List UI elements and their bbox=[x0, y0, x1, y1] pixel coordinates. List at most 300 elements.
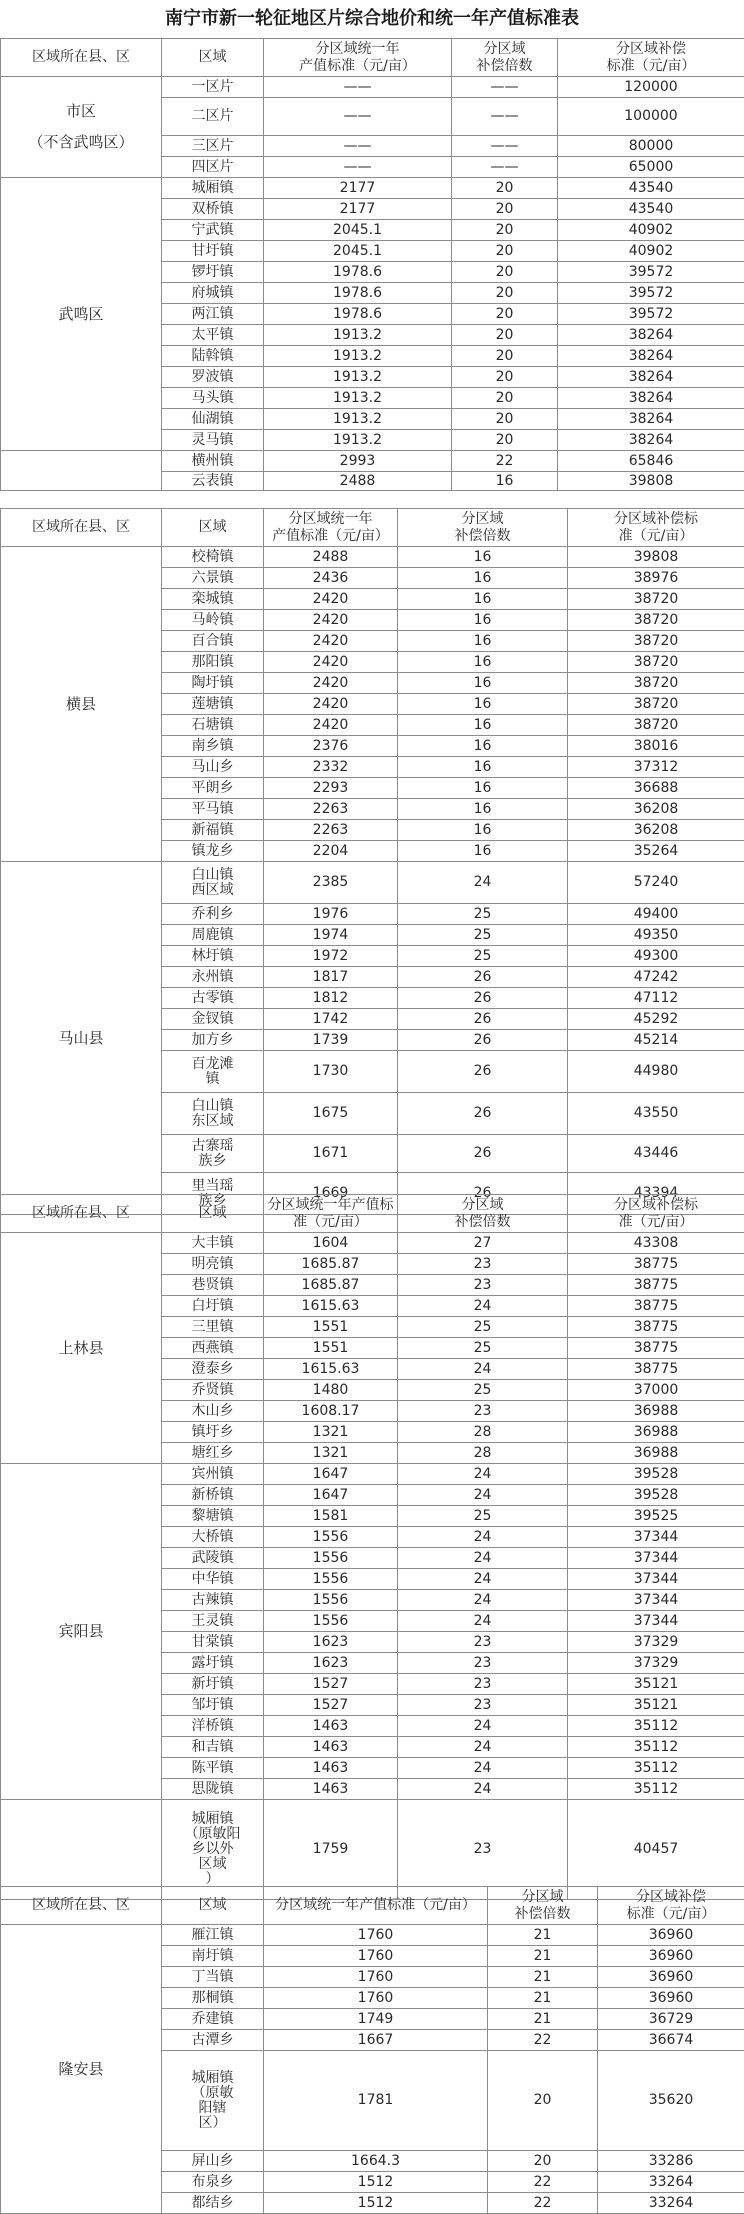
cell-region: 一区片 bbox=[162, 77, 264, 98]
cell-compensation: 45292 bbox=[568, 1009, 744, 1030]
cell-region: 乔建镇 bbox=[162, 2009, 264, 2030]
cell-multiplier: 26 bbox=[398, 1093, 568, 1135]
cell-compensation: 38264 bbox=[558, 325, 744, 346]
cell-annual-output: 2177 bbox=[264, 199, 452, 220]
cell-compensation: 38264 bbox=[558, 346, 744, 367]
cell-compensation: 37344 bbox=[568, 1527, 744, 1548]
table-row bbox=[1, 862, 744, 904]
table-row bbox=[1, 77, 744, 98]
header-compensation: 分区域补偿 标准（元/亩） bbox=[598, 1887, 744, 1925]
cell-region: 宾州镇 bbox=[162, 1464, 264, 1485]
cell-compensation: 36729 bbox=[598, 2009, 744, 2030]
cell-annual-output: 1974 bbox=[264, 925, 398, 946]
cell-annual-output: 2420 bbox=[264, 631, 398, 652]
cell-region: 木山乡 bbox=[162, 1401, 264, 1422]
cell-annual-output: —— bbox=[264, 77, 452, 98]
header-region: 区域 bbox=[162, 509, 264, 547]
cell-annual-output: 1759 bbox=[264, 1800, 398, 1900]
cell-compensation: 38720 bbox=[568, 631, 744, 652]
cell-multiplier: 23 bbox=[398, 1695, 568, 1716]
cell-multiplier: 23 bbox=[398, 1254, 568, 1275]
cell-multiplier: —— bbox=[452, 98, 558, 136]
cell-region: 澄泰乡 bbox=[162, 1359, 264, 1380]
cell-compensation: 120000 bbox=[558, 77, 744, 98]
table-row bbox=[1, 1800, 744, 1900]
cell-multiplier: 20 bbox=[452, 367, 558, 388]
cell-region: 栾城镇 bbox=[162, 589, 264, 610]
cell-compensation: 37344 bbox=[568, 1590, 744, 1611]
table-row bbox=[1, 1233, 744, 1254]
cell-multiplier: 25 bbox=[398, 1317, 568, 1338]
cell-annual-output: 1817 bbox=[264, 967, 398, 988]
table-header-row bbox=[1, 1195, 744, 1233]
cell-multiplier: 20 bbox=[452, 430, 558, 451]
cell-compensation: 35112 bbox=[568, 1758, 744, 1779]
cell-region: 和吉镇 bbox=[162, 1737, 264, 1758]
cell-region: 邹圩镇 bbox=[162, 1695, 264, 1716]
cell-multiplier: 25 bbox=[398, 1338, 568, 1359]
header-annual-output: 分区域统一年产值标准（元/亩） bbox=[264, 1887, 488, 1925]
cell-region: 金钗镇 bbox=[162, 1009, 264, 1030]
cell-annual-output: 1647 bbox=[264, 1464, 398, 1485]
cell-annual-output: —— bbox=[264, 98, 452, 136]
cell-multiplier: 22 bbox=[488, 2193, 598, 2214]
cell-compensation: 38264 bbox=[558, 430, 744, 451]
cell-compensation: 80000 bbox=[558, 136, 744, 157]
cell-multiplier: 20 bbox=[452, 199, 558, 220]
cell-multiplier: 20 bbox=[452, 304, 558, 325]
cell-annual-output: 1913.2 bbox=[264, 388, 452, 409]
cell-multiplier: —— bbox=[452, 136, 558, 157]
cell-multiplier: 16 bbox=[398, 610, 568, 631]
cell-annual-output: 2420 bbox=[264, 610, 398, 631]
cell-annual-output: 1749 bbox=[264, 2009, 488, 2030]
cell-region: 黎塘镇 bbox=[162, 1506, 264, 1527]
cell-annual-output: 1480 bbox=[264, 1380, 398, 1401]
cell-multiplier: 20 bbox=[488, 2151, 598, 2172]
cell-region: 白山镇 东区域 bbox=[162, 1093, 264, 1135]
cell-annual-output: 1685.87 bbox=[264, 1254, 398, 1275]
cell-compensation: 35112 bbox=[568, 1716, 744, 1737]
cell-region: 塘红乡 bbox=[162, 1443, 264, 1464]
cell-annual-output: 1512 bbox=[264, 2193, 488, 2214]
cell-region: 平马镇 bbox=[162, 799, 264, 820]
cell-region: 城厢镇 （原敏 阳辖 区） bbox=[162, 2051, 264, 2151]
cell-region: 西燕镇 bbox=[162, 1338, 264, 1359]
cell-region: 加方乡 bbox=[162, 1030, 264, 1051]
cell-region: 二区片 bbox=[162, 98, 264, 136]
cell-annual-output: 2488 bbox=[264, 472, 452, 491]
cell-annual-output: 1615.63 bbox=[264, 1296, 398, 1317]
cell-region: 四区片 bbox=[162, 157, 264, 178]
cell-annual-output: 1978.6 bbox=[264, 262, 452, 283]
cell-multiplier: 16 bbox=[398, 841, 568, 862]
cell-compensation: 40902 bbox=[558, 220, 744, 241]
cell-compensation: 39808 bbox=[558, 472, 744, 491]
cell-annual-output: 1742 bbox=[264, 1009, 398, 1030]
cell-compensation: 38264 bbox=[558, 388, 744, 409]
group-武鸣区: 武鸣区 bbox=[1, 178, 162, 451]
table-row bbox=[1, 451, 744, 472]
cell-region: 府城镇 bbox=[162, 283, 264, 304]
cell-multiplier: 16 bbox=[398, 757, 568, 778]
cell-annual-output: 1781 bbox=[264, 2051, 488, 2151]
cell-annual-output: 1551 bbox=[264, 1338, 398, 1359]
cell-annual-output: 1972 bbox=[264, 946, 398, 967]
cell-annual-output: 1913.2 bbox=[264, 367, 452, 388]
cell-compensation: 37000 bbox=[568, 1380, 744, 1401]
header-region-county: 区域所在县、区 bbox=[1, 1887, 162, 1925]
standard-table-2 bbox=[0, 508, 744, 1215]
cell-multiplier: 24 bbox=[398, 1716, 568, 1737]
cell-compensation: 43394 bbox=[568, 1173, 744, 1215]
header-multiplier: 分区域 补偿倍数 bbox=[398, 1195, 568, 1233]
cell-compensation: 38720 bbox=[568, 652, 744, 673]
cell-compensation: 38775 bbox=[568, 1275, 744, 1296]
cell-region: 里当瑶 族乡 bbox=[162, 1173, 264, 1215]
cell-multiplier: 22 bbox=[488, 2030, 598, 2051]
header-annual-output: 分区域统一年 产值标准（元/亩） bbox=[264, 39, 452, 77]
cell-multiplier: 25 bbox=[398, 925, 568, 946]
cell-annual-output: 1913.2 bbox=[264, 430, 452, 451]
cell-multiplier: 26 bbox=[398, 967, 568, 988]
cell-multiplier: 20 bbox=[452, 325, 558, 346]
cell-compensation: 36960 bbox=[598, 1946, 744, 1967]
cell-annual-output: 1608.17 bbox=[264, 1401, 398, 1422]
cell-region: 雁江镇 bbox=[162, 1925, 264, 1946]
cell-region: 王灵镇 bbox=[162, 1611, 264, 1632]
standard-table-4 bbox=[0, 1886, 744, 2214]
cell-multiplier: 23 bbox=[398, 1275, 568, 1296]
table-row bbox=[1, 547, 744, 568]
group-cell bbox=[1, 1800, 162, 1900]
cell-compensation: 47112 bbox=[568, 988, 744, 1009]
cell-multiplier: 26 bbox=[398, 1051, 568, 1093]
cell-region: 南乡镇 bbox=[162, 736, 264, 757]
cell-region: 巷贤镇 bbox=[162, 1275, 264, 1296]
cell-region: 陶圩镇 bbox=[162, 673, 264, 694]
cell-compensation: 49400 bbox=[568, 904, 744, 925]
group-name-note: （不含武鸣区） bbox=[3, 135, 159, 150]
cell-compensation: 38775 bbox=[568, 1317, 744, 1338]
cell-region: 锣圩镇 bbox=[162, 262, 264, 283]
cell-region: 马头镇 bbox=[162, 388, 264, 409]
cell-annual-output: 1760 bbox=[264, 1967, 488, 1988]
cell-compensation: 44980 bbox=[568, 1051, 744, 1093]
cell-annual-output: 1463 bbox=[264, 1737, 398, 1758]
cell-annual-output: 1623 bbox=[264, 1653, 398, 1674]
cell-annual-output: 1976 bbox=[264, 904, 398, 925]
header-multiplier: 分区域 补偿倍数 bbox=[488, 1887, 598, 1925]
cell-region: 武陵镇 bbox=[162, 1548, 264, 1569]
cell-region: 丁当镇 bbox=[162, 1967, 264, 1988]
cell-compensation: 38976 bbox=[568, 568, 744, 589]
cell-region: 大桥镇 bbox=[162, 1527, 264, 1548]
cell-compensation: 40457 bbox=[568, 1800, 744, 1900]
header-compensation: 分区域补偿标 准（元/亩） bbox=[568, 509, 744, 547]
cell-compensation: 38264 bbox=[558, 367, 744, 388]
cell-multiplier: 24 bbox=[398, 1485, 568, 1506]
cell-region: 布泉乡 bbox=[162, 2172, 264, 2193]
cell-compensation: 35112 bbox=[568, 1737, 744, 1758]
cell-annual-output: 2420 bbox=[264, 652, 398, 673]
cell-multiplier: —— bbox=[452, 77, 558, 98]
cell-annual-output: 1671 bbox=[264, 1135, 398, 1173]
cell-annual-output: 1463 bbox=[264, 1716, 398, 1737]
cell-multiplier: 26 bbox=[398, 1009, 568, 1030]
table-row bbox=[1, 178, 744, 199]
cell-annual-output: 1669 bbox=[264, 1173, 398, 1215]
cell-multiplier: 26 bbox=[398, 1135, 568, 1173]
group-cell bbox=[1, 451, 162, 491]
cell-compensation: 47242 bbox=[568, 967, 744, 988]
cell-compensation: 33286 bbox=[598, 2151, 744, 2172]
cell-annual-output: 1760 bbox=[264, 1988, 488, 2009]
cell-compensation: 39528 bbox=[568, 1485, 744, 1506]
cell-region: 古潭乡 bbox=[162, 2030, 264, 2051]
group-宾阳县: 宾阳县 bbox=[1, 1464, 162, 1800]
cell-annual-output: 2263 bbox=[264, 799, 398, 820]
cell-annual-output: 2376 bbox=[264, 736, 398, 757]
cell-annual-output: 1527 bbox=[264, 1695, 398, 1716]
cell-region: 思陇镇 bbox=[162, 1779, 264, 1800]
group-横县: 横县 bbox=[1, 547, 162, 862]
cell-annual-output: 2420 bbox=[264, 589, 398, 610]
cell-multiplier: 16 bbox=[452, 472, 558, 491]
cell-multiplier: 21 bbox=[488, 1946, 598, 1967]
cell-multiplier: 20 bbox=[452, 409, 558, 430]
cell-compensation: 37329 bbox=[568, 1653, 744, 1674]
cell-compensation: 43540 bbox=[558, 199, 744, 220]
cell-region: 古零镇 bbox=[162, 988, 264, 1009]
cell-annual-output: 1675 bbox=[264, 1093, 398, 1135]
cell-compensation: 43540 bbox=[558, 178, 744, 199]
cell-multiplier: 24 bbox=[398, 1590, 568, 1611]
cell-annual-output: 2293 bbox=[264, 778, 398, 799]
cell-compensation: 49300 bbox=[568, 946, 744, 967]
cell-annual-output: 1664.3 bbox=[264, 2151, 488, 2172]
cell-annual-output: 1556 bbox=[264, 1611, 398, 1632]
cell-region: 校椅镇 bbox=[162, 547, 264, 568]
cell-region: 甘棠镇 bbox=[162, 1632, 264, 1653]
cell-multiplier: 23 bbox=[398, 1800, 568, 1900]
cell-annual-output: 2332 bbox=[264, 757, 398, 778]
cell-multiplier: 23 bbox=[398, 1632, 568, 1653]
cell-annual-output: 1556 bbox=[264, 1527, 398, 1548]
cell-region: 镇圩乡 bbox=[162, 1422, 264, 1443]
cell-region: 周鹿镇 bbox=[162, 925, 264, 946]
cell-compensation: 38775 bbox=[568, 1359, 744, 1380]
cell-compensation: 38016 bbox=[568, 736, 744, 757]
cell-annual-output: 2436 bbox=[264, 568, 398, 589]
cell-multiplier: 24 bbox=[398, 1779, 568, 1800]
cell-compensation: 37344 bbox=[568, 1611, 744, 1632]
cell-annual-output: 1913.2 bbox=[264, 325, 452, 346]
cell-multiplier: 20 bbox=[452, 241, 558, 262]
cell-region: 六景镇 bbox=[162, 568, 264, 589]
cell-region: 马岭镇 bbox=[162, 610, 264, 631]
cell-compensation: 65000 bbox=[558, 157, 744, 178]
cell-compensation: 38720 bbox=[568, 673, 744, 694]
header-multiplier: 分区域 补偿倍数 bbox=[452, 39, 558, 77]
cell-compensation: 36960 bbox=[598, 1967, 744, 1988]
cell-compensation: 36688 bbox=[568, 778, 744, 799]
cell-multiplier: 16 bbox=[398, 694, 568, 715]
cell-region: 永州镇 bbox=[162, 967, 264, 988]
cell-annual-output: 2420 bbox=[264, 673, 398, 694]
cell-multiplier: 21 bbox=[488, 2009, 598, 2030]
cell-region: 古辣镇 bbox=[162, 1590, 264, 1611]
cell-multiplier: 23 bbox=[398, 1401, 568, 1422]
cell-compensation: 65846 bbox=[558, 451, 744, 472]
cell-annual-output: 1321 bbox=[264, 1443, 398, 1464]
cell-compensation: 49350 bbox=[568, 925, 744, 946]
cell-annual-output: 1739 bbox=[264, 1030, 398, 1051]
group-马山县: 马山县 bbox=[1, 862, 162, 1215]
cell-annual-output: 2045.1 bbox=[264, 220, 452, 241]
table-row bbox=[1, 1464, 744, 1485]
cell-annual-output: 1556 bbox=[264, 1590, 398, 1611]
cell-annual-output: 1615.63 bbox=[264, 1359, 398, 1380]
cell-region: 古寨瑶 族乡 bbox=[162, 1135, 264, 1173]
cell-compensation: 36674 bbox=[598, 2030, 744, 2051]
cell-region: 乔贤镇 bbox=[162, 1380, 264, 1401]
table-row bbox=[1, 1925, 744, 1946]
cell-compensation: 39808 bbox=[568, 547, 744, 568]
cell-annual-output: 2488 bbox=[264, 547, 398, 568]
cell-compensation: 100000 bbox=[558, 98, 744, 136]
header-compensation: 分区域补偿标 准（元/亩） bbox=[568, 1195, 744, 1233]
cell-compensation: 40902 bbox=[558, 241, 744, 262]
header-region: 区域 bbox=[162, 1887, 264, 1925]
cell-multiplier: 24 bbox=[398, 1359, 568, 1380]
cell-annual-output: 1556 bbox=[264, 1548, 398, 1569]
cell-compensation: 35112 bbox=[568, 1779, 744, 1800]
cell-multiplier: 20 bbox=[452, 346, 558, 367]
cell-multiplier: 16 bbox=[398, 547, 568, 568]
cell-multiplier: 24 bbox=[398, 1758, 568, 1779]
cell-multiplier: 28 bbox=[398, 1422, 568, 1443]
cell-region: 乔利乡 bbox=[162, 904, 264, 925]
cell-region: 中华镇 bbox=[162, 1569, 264, 1590]
cell-annual-output: 1604 bbox=[264, 1233, 398, 1254]
cell-annual-output: 1556 bbox=[264, 1569, 398, 1590]
group-上林县: 上林县 bbox=[1, 1233, 162, 1464]
cell-annual-output: 1913.2 bbox=[264, 409, 452, 430]
cell-multiplier: 24 bbox=[398, 862, 568, 904]
cell-compensation: 36988 bbox=[568, 1443, 744, 1464]
cell-multiplier: 25 bbox=[398, 1380, 568, 1401]
cell-multiplier: 20 bbox=[488, 2051, 598, 2151]
cell-compensation: 43550 bbox=[568, 1093, 744, 1135]
cell-compensation: 36208 bbox=[568, 820, 744, 841]
cell-region: 镇龙乡 bbox=[162, 841, 264, 862]
cell-compensation: 45214 bbox=[568, 1030, 744, 1051]
standard-table-3 bbox=[0, 1194, 744, 1900]
cell-annual-output: 1978.6 bbox=[264, 283, 452, 304]
cell-multiplier: 16 bbox=[398, 736, 568, 757]
cell-region: 甘圩镇 bbox=[162, 241, 264, 262]
cell-annual-output: 1321 bbox=[264, 1422, 398, 1443]
cell-multiplier: 16 bbox=[398, 652, 568, 673]
cell-compensation: 38720 bbox=[568, 589, 744, 610]
cell-annual-output: 2045.1 bbox=[264, 241, 452, 262]
cell-compensation: 36960 bbox=[598, 1925, 744, 1946]
header-multiplier: 分区域 补偿倍数 bbox=[398, 509, 568, 547]
cell-annual-output: 2385 bbox=[264, 862, 398, 904]
group-name: 市区 bbox=[3, 104, 159, 119]
cell-region: 三区片 bbox=[162, 136, 264, 157]
cell-annual-output: 1647 bbox=[264, 1485, 398, 1506]
cell-compensation: 43308 bbox=[568, 1233, 744, 1254]
cell-region: 洋桥镇 bbox=[162, 1716, 264, 1737]
cell-multiplier: 22 bbox=[452, 451, 558, 472]
cell-region: 新桥镇 bbox=[162, 1485, 264, 1506]
cell-region: 横州镇 bbox=[162, 451, 264, 472]
cell-multiplier: 23 bbox=[398, 1653, 568, 1674]
cell-compensation: 35264 bbox=[568, 841, 744, 862]
cell-annual-output: 1527 bbox=[264, 1674, 398, 1695]
header-compensation: 分区域补偿 标准（元/亩） bbox=[558, 39, 744, 77]
cell-multiplier: 24 bbox=[398, 1296, 568, 1317]
cell-multiplier: 25 bbox=[398, 1506, 568, 1527]
cell-region: 仙湖镇 bbox=[162, 409, 264, 430]
cell-region: 百龙滩 镇 bbox=[162, 1051, 264, 1093]
cell-multiplier: 25 bbox=[398, 946, 568, 967]
cell-multiplier: 24 bbox=[398, 1464, 568, 1485]
cell-multiplier: 22 bbox=[488, 2172, 598, 2193]
cell-annual-output: 2177 bbox=[264, 178, 452, 199]
cell-region: 陈平镇 bbox=[162, 1758, 264, 1779]
cell-region: 莲塘镇 bbox=[162, 694, 264, 715]
cell-region: 马山乡 bbox=[162, 757, 264, 778]
cell-compensation: 39572 bbox=[558, 304, 744, 325]
cell-region: 新福镇 bbox=[162, 820, 264, 841]
cell-compensation: 36960 bbox=[598, 1988, 744, 2009]
cell-annual-output: 1551 bbox=[264, 1317, 398, 1338]
cell-region: 城厢镇 bbox=[162, 178, 264, 199]
cell-compensation: 36208 bbox=[568, 799, 744, 820]
group-隆安县: 隆安县 bbox=[1, 1925, 162, 2214]
cell-multiplier: 28 bbox=[398, 1443, 568, 1464]
cell-annual-output: 1463 bbox=[264, 1779, 398, 1800]
cell-region: 那阳镇 bbox=[162, 652, 264, 673]
cell-compensation: 38775 bbox=[568, 1296, 744, 1317]
cell-compensation: 38775 bbox=[568, 1254, 744, 1275]
cell-region: 城厢镇 （原敏阳 乡以外 区域 ） bbox=[162, 1800, 264, 1900]
cell-annual-output: 2263 bbox=[264, 820, 398, 841]
header-region: 区域 bbox=[162, 39, 264, 77]
cell-multiplier: 24 bbox=[398, 1548, 568, 1569]
header-region-county: 区域所在县、区 bbox=[1, 509, 162, 547]
cell-multiplier: 16 bbox=[398, 673, 568, 694]
group-市区 bbox=[1, 77, 162, 178]
cell-region: 屏山乡 bbox=[162, 2151, 264, 2172]
cell-annual-output: 1581 bbox=[264, 1506, 398, 1527]
header-annual-output: 分区域统一年 产值标准（元/亩） bbox=[264, 509, 398, 547]
cell-region: 太平镇 bbox=[162, 325, 264, 346]
cell-compensation: 37312 bbox=[568, 757, 744, 778]
cell-multiplier: 21 bbox=[488, 1925, 598, 1946]
cell-annual-output: 1463 bbox=[264, 1758, 398, 1779]
cell-compensation: 36988 bbox=[568, 1422, 744, 1443]
header-region-county: 区域所在县、区 bbox=[1, 1195, 162, 1233]
cell-compensation: 38720 bbox=[568, 694, 744, 715]
cell-multiplier: 20 bbox=[452, 283, 558, 304]
cell-annual-output: 2420 bbox=[264, 694, 398, 715]
cell-compensation: 35121 bbox=[568, 1695, 744, 1716]
cell-region: 露圩镇 bbox=[162, 1653, 264, 1674]
